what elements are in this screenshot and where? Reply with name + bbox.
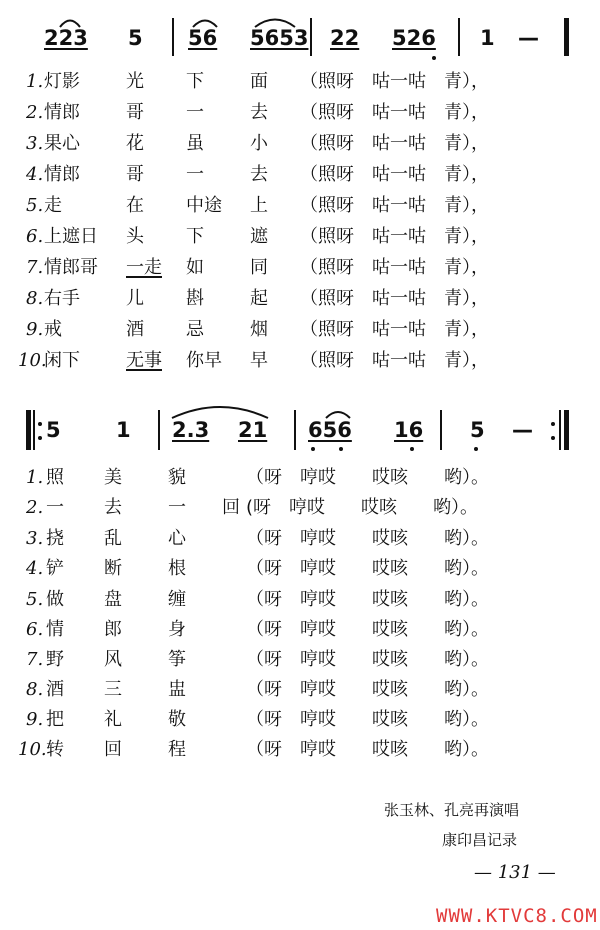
lyric-cell: 美 (104, 467, 122, 488)
lyric-row (0, 648, 600, 678)
lyric-refrain: （呀 哼哎 哎咳 哟）。 (246, 619, 489, 640)
lyric-refrain: （照呀 咕一咕 青）， (300, 71, 489, 92)
verse-number: 9. (26, 709, 44, 730)
lyric-cell: 一 (186, 102, 204, 123)
lyric-cell: 去 (104, 497, 122, 518)
verse-number: 10. (18, 350, 47, 371)
lyric-cell: 忌 (186, 319, 204, 340)
lyric-cell: 光 (126, 71, 144, 92)
lyric-refrain: （呀 哼哎 哎咳 哟）。 (246, 709, 489, 730)
note-group: 5653 (250, 26, 309, 50)
lyric-cell: 右手 (44, 288, 80, 309)
lyric-refrain: （呀 哼哎 哎咳 哟）。 (246, 467, 489, 488)
note-group: 16 (394, 418, 424, 442)
lyric-cell: 风 (104, 649, 122, 670)
lyric-cell: 一 (186, 164, 204, 185)
lyric-cell: 敬 (168, 709, 186, 730)
performer-credit: 张玉林、孔亮再演唱 (384, 801, 520, 819)
lyric-refrain: （照呀 咕一咕 青）， (300, 350, 489, 371)
lyric-refrain: （呀 哼哎 哎咳 哟）。 (246, 589, 489, 610)
verse-number: 8. (26, 679, 44, 700)
note-group: 21 (238, 418, 268, 442)
verse-number: 7. (26, 257, 44, 278)
lyric-row (0, 588, 600, 618)
lyric-refrain: （照呀 咕一咕 青）， (300, 195, 489, 216)
lyric-cell: 灯影 (44, 71, 80, 92)
lyric-cell: 小 (250, 133, 268, 154)
lyric-refrain: （呀 哼哎 哎咳 哟）。 (246, 528, 489, 549)
lyric-refrain: （呀 哼哎 哎咳 哟）。 (246, 679, 489, 700)
verse-number: 4. (26, 558, 44, 579)
lyric-cell: 一 (46, 497, 64, 518)
verse-number: 10. (18, 739, 47, 760)
lyric-cell: 酒 (126, 319, 144, 340)
lyric-cell: 挠 (46, 528, 64, 549)
verse-number: 1. (26, 467, 44, 488)
lyric-cell: 礼 (104, 709, 122, 730)
lyric-refrain: （照呀 咕一咕 青）， (300, 257, 489, 278)
lyric-cell: 无事 (126, 350, 162, 371)
lyric-cell: 去 (250, 164, 268, 185)
lyric-refrain: （照呀 咕一咕 青）， (300, 288, 489, 309)
lyric-row (0, 557, 600, 587)
lyric-row (0, 527, 600, 557)
lyric-refrain: （照呀 咕一咕 青）， (300, 226, 489, 247)
note-group: 56 (188, 26, 218, 50)
lyric-cell: 烟 (250, 319, 268, 340)
note-group: 223 (44, 26, 88, 50)
lyric-cell: 面 (250, 71, 268, 92)
lyric-cell: 断 (104, 558, 122, 579)
lyric-cell: 闲下 (44, 350, 80, 371)
lyric-cell: 下 (186, 71, 204, 92)
note-group: 5 (470, 418, 485, 442)
lyric-cell: 貌 (168, 467, 186, 488)
lyric-cell: 如 (186, 257, 204, 278)
verse-number: 3. (26, 528, 44, 549)
lyric-cell: 哥 (126, 102, 144, 123)
lyric-cell: 野 (46, 649, 64, 670)
lyric-cell: 一走 (126, 257, 162, 278)
lyric-cell: 盅 (168, 679, 186, 700)
note-group: — (512, 418, 533, 442)
lyric-cell: 照 (46, 467, 64, 488)
lyric-refrain: （呀 哼哎 哎咳 哟）。 (246, 739, 489, 760)
lyric-cell: 缠 (168, 589, 186, 610)
lyric-cell: 起 (250, 288, 268, 309)
lyric-cell: 遮 (250, 226, 268, 247)
lyric-refrain: （呀 哼哎 哎咳 哟）。 (246, 649, 489, 670)
lyric-cell: 转 (46, 739, 64, 760)
lyric-cell: 虽 (186, 133, 204, 154)
verse-number: 4. (26, 164, 44, 185)
lyric-cell: 去 (250, 102, 268, 123)
lyric-refrain: （照呀 咕一咕 青）， (300, 164, 489, 185)
lyric-cell: 回 (222, 497, 240, 518)
lyric-cell: 早 (250, 350, 268, 371)
verse-number: 7. (26, 649, 44, 670)
lyric-cell: 回 (104, 739, 122, 760)
lyric-refrain: (呀 哼哎 哎咳 哟）。 (246, 497, 479, 518)
lyric-cell: 中途 (186, 195, 222, 216)
verse-number: 1. (26, 71, 44, 92)
lyric-row (0, 678, 600, 708)
lyric-cell: 酒 (46, 679, 64, 700)
note-group: 1 (116, 418, 131, 442)
note-group: 526 (392, 26, 436, 50)
lyric-cell: 情郎哥 (44, 257, 98, 278)
lyric-cell: 戒 (44, 319, 62, 340)
verse-number: 5. (26, 589, 44, 610)
verse-number: 9. (26, 319, 44, 340)
lyric-cell: 乱 (104, 528, 122, 549)
site-watermark: WWW.KTVC8.COM (436, 905, 598, 927)
lyric-cell: 下 (186, 226, 204, 247)
lyric-cell: 上遮日 (44, 226, 98, 247)
lyric-cell: 做 (46, 589, 64, 610)
verse-number: 8. (26, 288, 44, 309)
note-group: 5 (46, 418, 61, 442)
lyric-cell: 斟 (186, 288, 204, 309)
lyric-cell: 根 (168, 558, 186, 579)
lyric-cell: 你早 (186, 350, 222, 371)
lyric-row (0, 496, 600, 526)
lyric-cell: 头 (126, 226, 144, 247)
lyric-cell: 心 (168, 528, 186, 549)
lyric-cell: 筝 (168, 649, 186, 670)
lyric-row (0, 708, 600, 738)
lyric-refrain: （照呀 咕一咕 青）， (300, 319, 489, 340)
note-group: 2.3 (172, 418, 210, 442)
verse-number: 6. (26, 619, 44, 640)
lyric-cell: 把 (46, 709, 64, 730)
lyric-cell: 儿 (126, 288, 144, 309)
lyric-cell: 铲 (46, 558, 64, 579)
note-group: 5 (128, 26, 143, 50)
lyric-cell: 情 (46, 619, 64, 640)
verse-number: 6. (26, 226, 44, 247)
lyric-cell: 身 (168, 619, 186, 640)
note-group: 1 (480, 26, 495, 50)
lyric-refrain: （照呀 咕一咕 青）， (300, 102, 489, 123)
lyric-row (0, 738, 600, 768)
verse-number: 2. (26, 102, 44, 123)
lyric-cell: 盘 (104, 589, 122, 610)
note-group: 22 (330, 26, 360, 50)
lyric-cell: 走 (44, 195, 62, 216)
lyric-cell: 郎 (104, 619, 122, 640)
lyric-cell: 果心 (44, 133, 80, 154)
lyric-refrain: （呀 哼哎 哎咳 哟）。 (246, 558, 489, 579)
page-number: — 131 — (474, 862, 556, 883)
lyric-refrain: （照呀 咕一咕 青）， (300, 133, 489, 154)
verse-number: 3. (26, 133, 44, 154)
lyric-row (0, 618, 600, 648)
verse-number: 2. (26, 497, 44, 518)
lyric-cell: 情郎 (44, 164, 80, 185)
lyric-cell: 在 (126, 195, 144, 216)
lyric-cell: 同 (250, 257, 268, 278)
lyric-cell: 花 (126, 133, 144, 154)
note-group: 656 (308, 418, 352, 442)
recorder-credit: 康印昌记录 (442, 831, 518, 849)
lyric-cell: 程 (168, 739, 186, 760)
lyric-cell: 上 (250, 195, 268, 216)
lyric-cell: 三 (104, 679, 122, 700)
note-group: — (518, 26, 539, 50)
lyric-cell: 情郎 (44, 102, 80, 123)
lyric-row (0, 466, 600, 496)
verse-number: 5. (26, 195, 44, 216)
lyric-cell: 一 (168, 497, 186, 518)
lyric-cell: 哥 (126, 164, 144, 185)
